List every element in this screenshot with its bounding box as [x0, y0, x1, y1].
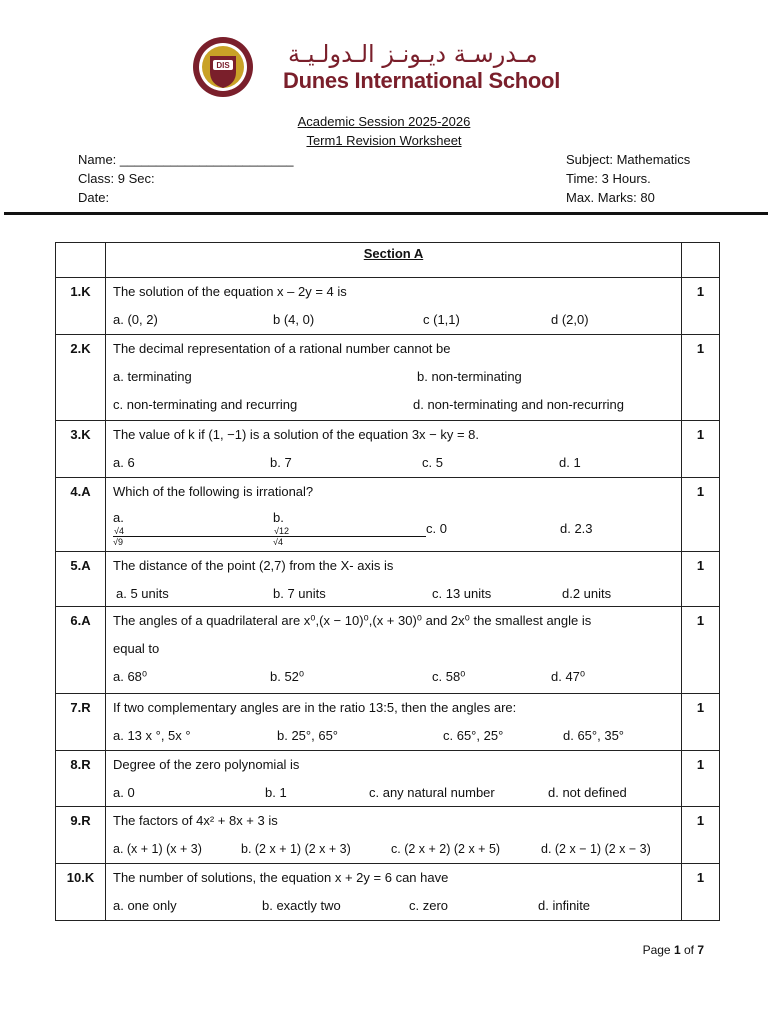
option-c: c (1,1)	[423, 312, 460, 327]
question-marks: 1	[682, 478, 720, 552]
school-name-arabic: مـدرسـة ديـونـز الـدولـيـة	[288, 40, 538, 68]
question-number: 3.K	[56, 421, 106, 478]
option-a: a. (x + 1) (x + 3)	[113, 842, 202, 856]
time-field: Time: 3 Hours.	[566, 171, 651, 186]
empty-cell	[682, 243, 720, 278]
question-marks: 1	[682, 607, 720, 694]
question-row	[56, 335, 720, 421]
question-marks: 1	[682, 421, 720, 478]
question-text: Which of the following is irrational?	[113, 484, 314, 499]
question-row	[56, 751, 720, 807]
empty-cell	[56, 243, 106, 278]
option-b: b. 25°, 65°	[277, 728, 338, 743]
option-d: d. 1	[559, 455, 581, 470]
academic-session: Academic Session 2025-2026	[297, 114, 471, 129]
option-c: c. 0	[426, 520, 447, 536]
question-text: The value of k if (1, −1) is a solution of the equation 3x − ky = 8.	[113, 427, 480, 442]
option-b: b. non-terminating	[417, 369, 522, 384]
option-d: d. 47⁰	[551, 669, 586, 684]
question-row	[56, 607, 720, 694]
option-b: b. exactly two	[262, 898, 341, 913]
option-b: b. 1	[265, 785, 287, 800]
section-row	[56, 243, 720, 278]
school-crest-icon	[192, 32, 254, 102]
question-number: 5.A	[56, 552, 106, 607]
question-text-continued: equal to	[113, 641, 160, 656]
question-marks: 1	[682, 807, 720, 864]
option-c: c. (2 x + 2) (2 x + 5)	[391, 842, 501, 856]
class-field: Class: 9 Sec:	[78, 171, 155, 186]
question-number: 10.K	[56, 864, 106, 921]
option-c: c. non-terminating and recurring	[113, 397, 298, 412]
option-d: d. not defined	[548, 785, 627, 800]
max-marks-field: Max. Marks: 80	[566, 190, 655, 205]
question-text: If two complementary angles are in the ratio 13:5, then the angles are:	[113, 700, 517, 715]
page-indicator: Page 1 of 7	[642, 943, 704, 957]
page-number: 1	[673, 943, 681, 957]
option-c: c. 65°, 25°	[443, 728, 504, 743]
question-number: 7.R	[56, 694, 106, 751]
option-c: c. zero	[409, 898, 449, 913]
subject-field: Subject: Mathematics	[566, 152, 691, 167]
question-number: 9.R	[56, 807, 106, 864]
option-b: b. 52⁰	[270, 669, 305, 684]
question-text: The decimal representation of a rational number cannot be	[113, 341, 451, 356]
question-number: 8.R	[56, 751, 106, 807]
school-name-english: Dunes International School	[283, 68, 561, 93]
question-number: 4.A	[56, 478, 106, 552]
option-d: d. 65°, 35°	[563, 728, 624, 743]
option-a: a. 68⁰	[113, 669, 148, 684]
option-d: d. non-terminating and non-recurring	[413, 397, 625, 412]
option-d: d (2,0)	[551, 312, 589, 327]
question-row	[56, 478, 720, 552]
option-d: d. 2.3	[560, 520, 593, 536]
option-b: b. 7 units	[273, 586, 326, 601]
name-field: Name: ________________________	[78, 152, 294, 167]
question-row	[56, 278, 720, 335]
question-marks: 1	[682, 552, 720, 607]
header-divider	[4, 212, 768, 215]
option-a: a. 13 x °, 5x °	[113, 728, 191, 743]
question-marks: 1	[682, 864, 720, 921]
question-marks: 1	[682, 694, 720, 751]
option-a: a.	[113, 510, 124, 525]
question-text: The distance of the point (2,7) from the X- axis is	[113, 558, 394, 573]
option-c: c. 5	[422, 455, 443, 470]
question-row	[56, 694, 720, 751]
question-number: 2.K	[56, 335, 106, 421]
date-field: Date:	[78, 190, 110, 205]
fraction-sqrt12-over-sqrt4: √12 √4	[273, 526, 426, 547]
question-row	[56, 421, 720, 478]
fraction-sqrt4-over-sqrt9: √4 √9	[113, 526, 273, 547]
question-text: The factors of 4x² + 8x + 3 is	[113, 813, 278, 828]
logo-text: DIS	[216, 61, 230, 70]
option-a: a. terminating	[113, 369, 192, 384]
question-row	[56, 807, 720, 864]
worksheet-header	[0, 0, 768, 220]
question-marks: 1	[682, 335, 720, 421]
questions-table	[55, 242, 720, 921]
option-c: c. 58⁰	[432, 669, 466, 684]
option-b: b. (2 x + 1) (2 x + 3)	[241, 842, 351, 856]
question-text: The solution of the equation x – 2y = 4 is	[113, 284, 347, 299]
question-text: Degree of the zero polynomial is	[113, 757, 300, 772]
option-d: d. (2 x − 1) (2 x − 3)	[541, 842, 651, 856]
option-b: b (4, 0)	[273, 312, 315, 327]
question-number: 1.K	[56, 278, 106, 335]
option-a: a. 5 units	[116, 586, 169, 601]
option-a: a. (0, 2)	[113, 312, 158, 327]
question-text: The angles of a quadrilateral are x⁰,(x − 10)⁰,(x + 30)⁰ and 2x⁰ the smallest angle is	[113, 613, 592, 628]
section-title: Section A	[363, 246, 424, 261]
option-c: c. 13 units	[432, 586, 492, 601]
question-text: The number of solutions, the equation x + 2y = 6 can have	[113, 870, 449, 885]
worksheet-title: Term1 Revision Worksheet	[306, 133, 462, 148]
option-c: c. any natural number	[369, 785, 495, 800]
question-marks: 1	[682, 278, 720, 335]
option-a: a. one only	[113, 898, 177, 913]
question-marks: 1	[682, 751, 720, 807]
option-a: a. 0	[113, 785, 135, 800]
question-number: 6.A	[56, 607, 106, 694]
question-row	[56, 552, 720, 607]
page-total: 7	[697, 943, 704, 957]
option-a: a. 6	[113, 455, 135, 470]
option-b: b.	[273, 510, 284, 525]
option-b: b. 7	[270, 455, 292, 470]
option-d: d.2 units	[562, 586, 612, 601]
option-d: d. infinite	[538, 898, 591, 913]
question-row	[56, 864, 720, 921]
